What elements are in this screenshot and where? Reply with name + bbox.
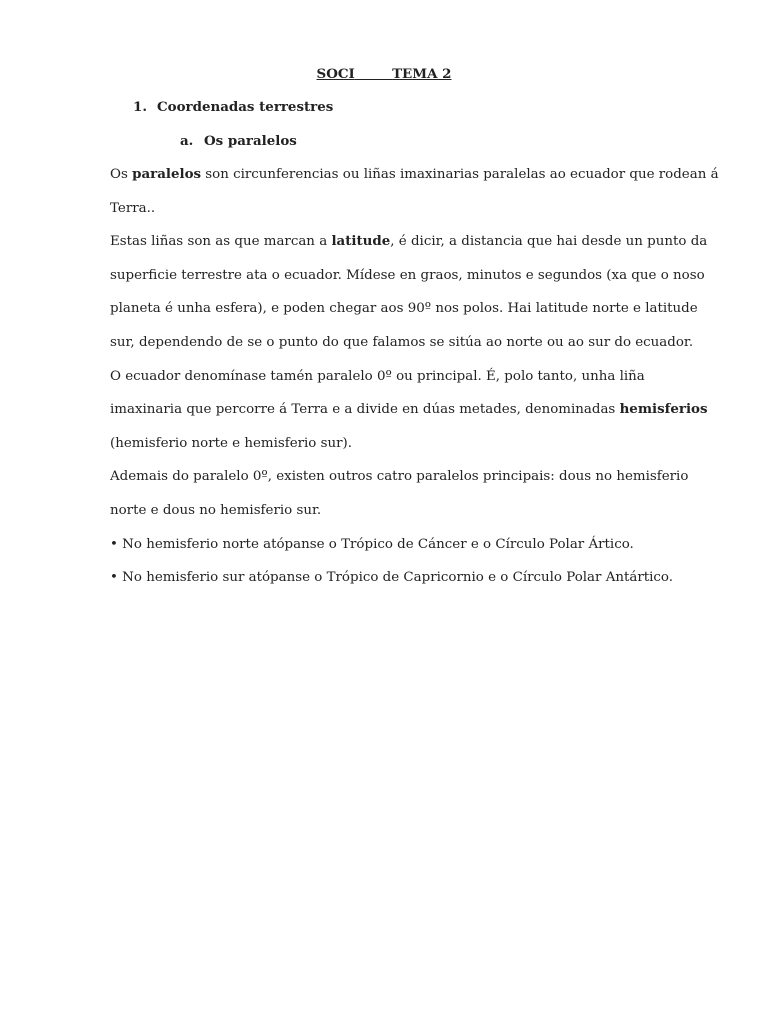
- heading-text: Coordenadas terrestres: [157, 99, 334, 115]
- text-run: son circunferencias ou liñas imaxinarias paralelas ao ecuador que rodean á: [201, 167, 719, 182]
- text-line: Terra..: [110, 200, 156, 216]
- subheading-letter: a.: [180, 133, 194, 149]
- text-line: O ecuador denomínase tamén paralelo 0º ou principal. É, polo tanto, unha liña: [110, 368, 645, 384]
- text-line: norte e dous no hemisferio sur.: [110, 502, 322, 518]
- text-run: imaxinaria que percorre á Terra e a divide en dúas metades, denominadas: [110, 402, 620, 418]
- text-line: [110, 225, 708, 259]
- bold-term: latitude: [331, 233, 391, 250]
- body-text: [110, 158, 719, 595]
- text-line: superficie terrestre ata o ecuador. Mídese en graos, minutos e segundos (xa que o noso: [110, 267, 705, 283]
- subheading-text: Os paralelos: [204, 133, 297, 149]
- heading-level-1: [133, 99, 333, 115]
- page-title: [0, 66, 768, 82]
- text-run: Estas liñas son as que marcan a: [110, 234, 332, 250]
- text-line: (hemisferio norte e hemisferio sur).: [110, 435, 352, 451]
- bold-term: hemisferios: [619, 401, 708, 418]
- text-line: Ademais do paralelo 0º, existen outros catro paralelos principais: dous no hemisferio: [110, 469, 689, 485]
- title-subject: SOCI: [316, 66, 355, 82]
- text-line: [110, 158, 719, 192]
- bullet-item: • No hemisferio sur atópanse o Trópico de Capricornio e o Círculo Polar Antártico.: [110, 570, 674, 586]
- text-line: sur, dependendo de se o punto do que falamos se sitúa ao norte ou ao sur do ecuador.: [110, 334, 694, 350]
- heading-number: 1.: [133, 99, 147, 115]
- text-line: planeta é unha esfera), e poden chegar aos 90º nos polos. Hai latitude norte e latitude: [110, 301, 698, 317]
- text-line: [110, 393, 708, 427]
- title-topic: TEMA 2: [392, 66, 452, 82]
- text-run: , é dicir, a distancia que hai desde un punto da: [390, 234, 708, 250]
- title-spacer: [355, 66, 392, 82]
- heading-level-2: [180, 133, 297, 149]
- text-run: Os: [110, 167, 133, 182]
- bullet-item: • No hemisferio norte atópanse o Trópico de Cáncer e o Círculo Polar Ártico.: [110, 536, 634, 552]
- bold-term: paralelos: [132, 166, 202, 182]
